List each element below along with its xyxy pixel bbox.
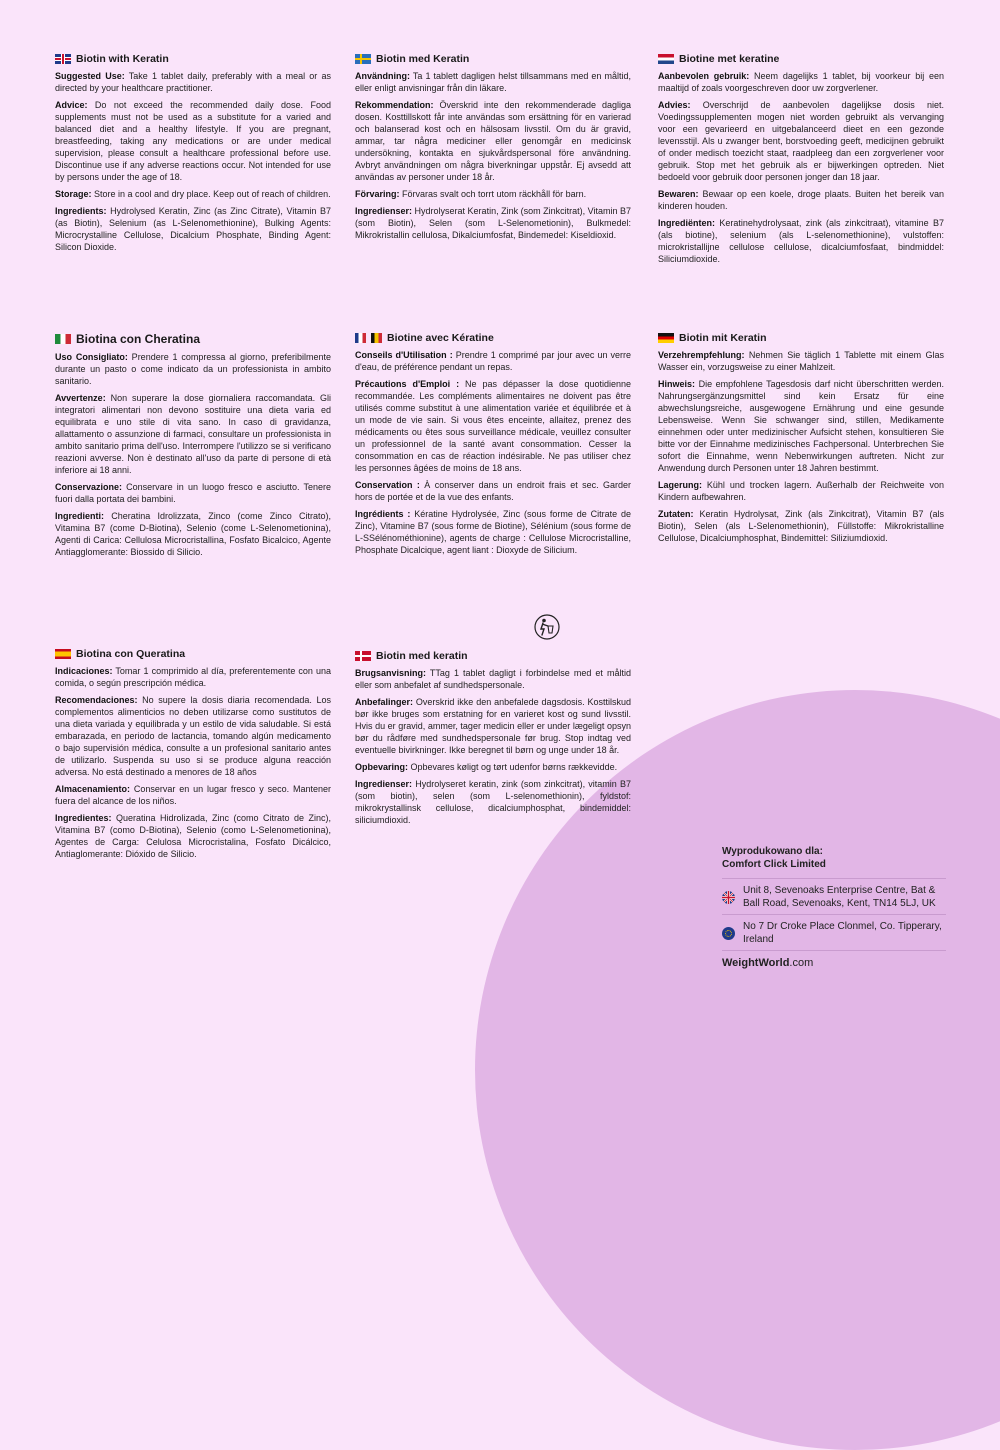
suggested-use: Verzehrempfehlung: Nehmen Sie täglich 1 Tablette mit einem Glas Wasser ein, vorzugsweise zu einer Mahlzeit. xyxy=(658,350,944,372)
section-title: Biotin med keratin xyxy=(355,650,631,662)
company-name: Comfort Click Limited xyxy=(722,859,826,870)
section-title: Biotin with Keratin xyxy=(55,53,331,65)
advice: Rekommendation: Överskrid inte den rekommenderade dagliga dosen. Kosttillskott får inte användas som ersättning för en varierad och balanserad kost och en hälsosam livsstil. Om du är gravid, ammar, tar några mediciner eller genomgår en medicinsk undersökning, kontakta en sjukvårdspersonal före användning. Avbryt användningen om några biverkningar uppstår. Ej avsedd att användas av personer under 18 år. xyxy=(355,99,631,182)
belgium-flag-icon xyxy=(371,333,382,343)
spain-flag-icon xyxy=(55,649,71,659)
eu-flag-icon xyxy=(722,927,735,940)
section-title: Biotine met keratine xyxy=(658,53,944,65)
italy-flag-icon xyxy=(55,334,71,344)
section-title: Biotin mit Keratin xyxy=(658,332,944,344)
ingredients: Ingredienser: Hydrolyserat Keratin, Zink (som Zinkcitrat), Vitamin B7 (som Biotin), Selen (som L-Selenometionin), Bulkmedel: Mikrokristallin cellulosa, Dikalciumfosfat, Bindemedel: Kiseldioxid. xyxy=(355,205,631,240)
section-de xyxy=(658,332,944,545)
section-it xyxy=(55,332,331,559)
advice: Anbefalinger: Overskrid ikke den anbefalede dagsdosis. Kosttilskud bør ikke bruges som erstatning for en varieret kost og sund livsstil. Hvis du er gravid, ammer, tager medicin eller er under lægeligt opsyn bør du rådføre med sundhedspersonale før brug. Stop indtag ved eventuelle bivirkninger. Ikke beregnet til børn og unge under 18 år. xyxy=(355,696,631,755)
france-flag-icon xyxy=(355,333,366,343)
storage: Conservation : À conserver dans un endroit frais et sec. Garder hors de portée et de la vue des enfants. xyxy=(355,479,632,502)
ingredients: Ingredients: Hydrolysed Keratin, Zinc (as Zinc Citrate), Vitamin B7 (as Biotin), Selenium (as L-Selenomethionine), Bulking Agents: Microcrystalline Cellulose, Dicalcium Phosphate, Binding Agent: Silicon Dioxide. xyxy=(55,205,331,252)
section-fr xyxy=(355,332,631,557)
section-title: Biotina con Cheratina xyxy=(55,332,331,346)
section-title: Biotine avec Kératine xyxy=(355,332,631,344)
section-title: Biotina con Queratina xyxy=(55,648,331,660)
suggested-use: Suggested Use: Take 1 tablet daily, preferably with a meal or as directed by your healthcare practitioner. xyxy=(55,71,331,93)
address-ireland: No 7 Dr Croke Place Clonmel, Co. Tipperary, Ireland xyxy=(722,914,946,950)
storage: Storage: Store in a cool and dry place. Keep out of reach of children. xyxy=(55,188,331,199)
website: WeightWorld.com xyxy=(722,950,946,969)
ingredients: Ingrediënten: Keratinehydrolysaat, zink (als zinkcitraat), vitamine B7 (als biotine), selenium (als L-selenomethionine), vulstoffen: microkristallijne cellulose cellulose, dicalciumfosfaat, bindmiddel: Siliciumdioxide. xyxy=(658,217,944,264)
storage: Lagerung: Kühl und trocken lagern. Außerhalb der Reichweite von Kindern aufbewahren. xyxy=(658,479,944,502)
section-dk xyxy=(355,650,631,827)
storage: Bewaren: Bewaar op een koele, droge plaats. Buiten het bereik van kinderen houden. xyxy=(658,188,944,211)
ingredients: Ingredientes: Queratina Hidrolizada, Zinc (como Citrato de Zinc), Vitamina B7 (como D-Biotina), Selenio (como L-Selenometionina), Agentes de Carga: Celulosa Microcristalina, Fosfato Dicálcico, Antiaglomerante: Dióxido de Silicio. xyxy=(55,812,331,859)
suggested-use: Conseils d'Utilisation : Prendre 1 comprimé par jour avec un verre d'eau, de préférence pendant un repas. xyxy=(355,350,631,372)
ingredients: Zutaten: Keratin Hydrolysat, Zink (als Zinkcitrat), Vitamin B7 (als Biotin), Selen (als L-Selenomethionin), Füllstoffe: Mikrokristalline Cellulose, Dicalciumphosphat, Bindemittel: Siliziumdioxid. xyxy=(658,508,944,543)
netherlands-flag-icon xyxy=(658,54,674,64)
storage: Opbevaring: Opbevares køligt og tørt udenfor børns rækkevidde. xyxy=(355,761,618,772)
section-sv xyxy=(355,53,631,242)
suggested-use: Indicaciones: Tomar 1 comprimido al día, preferentemente con una comida, o según prescripción médica. xyxy=(55,666,331,688)
section-title: Biotin med Keratin xyxy=(355,53,631,65)
advice: Précautions d'Emploi : Ne pas dépasser la dose quotidienne recommandée. Les compléments alimentaires ne doivent pas être utilisés comme substitut à une alimentation variée et équilibrée et à un mode de vie sain. Si vous êtes enceinte, allaitez, prenez des médicaments ou êtes sous surveillance médicale, veuillez consulter un professionnel de la santé avant consommation. Cesser la consommation en cas de réaction indésirable. Ne pas utiliser chez les personnes âgées de moins de 18 ans. xyxy=(355,378,632,473)
suggested-use: Användning: Ta 1 tablett dagligen helst tillsammans med en måltid, eller enligt anvisningar från din läkare. xyxy=(355,71,631,93)
manufacturer-info xyxy=(722,846,946,969)
section-es xyxy=(55,648,331,861)
suggested-use: Brugsanvisning: TTag 1 tablet dagligt i forbindelse med et måltid eller som anbefalet af sundhedspersonale. xyxy=(355,668,631,690)
advice: Hinweis: Die empfohlene Tagesdosis darf nicht überschritten werden. Nahrungsergänzungsmittel sind kein Ersatz für eine abwechslungsreiche, ausgewogene Ernährung und eine gesunde Lebensweise. Wenn Sie schwanger sind, stillen, Medikamente einnehmen oder unter medizinischer Aufsicht stehen, konsultieren Sie bitte vor der Einnahme medizinisches Fachpersonal. Unterbrechen Sie sofort die Einnahme, wenn Nebenwirkungen auftreten. Nicht zur Anwendung durch Personen unter 18 Jahren bestimmt. xyxy=(658,378,944,473)
suggested-use: Uso Consigliato: Prendere 1 compressa al giorno, preferibilmente durante un pasto o come indicato da un professionista in ambito sanitario. xyxy=(55,352,331,386)
manufactured-for-label: Wyprodukowano dla: xyxy=(722,846,823,857)
uk-flag-icon xyxy=(722,891,735,904)
section-en xyxy=(55,53,331,254)
storage: Almacenamiento: Conservar en un lugar fresco y seco. Mantener fuera del alcance de los niños. xyxy=(55,783,331,806)
sweden-flag-icon xyxy=(355,54,371,64)
section-nl xyxy=(658,53,944,266)
advice: Advice: Do not exceed the recommended daily dose. Food supplements must not be used as a substitute for a varied and balanced diet and a healthy lifestyle. If you are pregnant, breastfeeding, taking any medications or are under medical supervision, please consult a healthcare professional before use. Discontinue use if any adverse reactions occur. Not intended for use by persons under the age of 18. xyxy=(55,99,331,182)
ingredients: Ingredienti: Cheratina Idrolizzata, Zinco (come Zinco Citrato), Vitamina B7 (come D-Biotina), Selenio (come L-Selenometionina), Agenti di Carica: Cellulosa Microcristallina, Fosfato Bicalcico, Agente Antiagglomerante: Biossido di Silicio. xyxy=(55,510,331,557)
storage: Conservazione: Conservare in un luogo fresco e asciutto. Tenere fuori dalla portata dei bambini. xyxy=(55,481,331,504)
suggested-use: Aanbevolen gebruik: Neem dagelijks 1 tablet, bij voorkeur bij een maaltijd of zoals voorgeschreven door uw zorgverlener. xyxy=(658,71,944,93)
advice: Advies: Overschrijd de aanbevolen dagelijkse dosis niet. Voedingssupplementen mogen niet worden gebruikt als vervanging voor een gevarieerd en uitgebalanceerd dieet en een gezonde levensstijl. Als u zwanger bent, borstvoeding geeft, medicijnen gebruikt of onder medisch toezicht staat, raadpleeg dan een zorgverlener voor gebruik. Stop met het gebruik als er bijwerkingen optreden. Niet bedoeld voor gebruik door personen jonger dan 18 jaar. xyxy=(658,99,944,182)
ingredients: Ingrédients : Kératine Hydrolysée, Zinc (sous forme de Citrate de Zinc), Vitamine B7 (sous forme de Biotine), Sélénium (sous forme de L-SSélénométhionine), agents de charge : Cellulose Microcristalline, Phosphate Dicalcique, agent liant : Dioxyde de Silicium. xyxy=(355,508,631,555)
tidyman-recycle-icon xyxy=(534,614,560,640)
ingredients: Ingredienser: Hydrolyseret keratin, zink (som zinkcitrat), vitamin B7 (som biotin), selen (som L-selenomethionin), fyldstof: mikrokrystallinsk cellulose, dicalciumphosphat, bindemiddel: siliciumdioxid. xyxy=(355,778,631,825)
address-uk: Unit 8, Sevenoaks Enterprise Centre, Bat & Ball Road, Sevenoaks, Kent, TN14 5LJ, UK xyxy=(722,878,946,914)
advice: Avvertenze: Non superare la dose giornaliera raccomandata. Gli integratori alimentari non devono sostituire una dieta varia ed equilibrata e uno stile di vita sano. In caso di gravidanza, allattamento o assunzione di farmaci, consultare un professionista in ambito sanitario prima dell'uso. Interrompere l'utilizzo se si verificano reazioni avverse. Non è destinato all'uso da parte di persone di età inferiore ai 18 anni. xyxy=(55,392,331,475)
storage: Förvaring: Förvaras svalt och torrt utom räckhåll för barn. xyxy=(355,188,587,199)
germany-flag-icon xyxy=(658,333,674,343)
uk-flag-icon xyxy=(55,54,71,64)
advice: Recomendaciones: No supere la dosis diaria recomendada. Los complementos alimenticios no deben utilizarse como sustitutos de una dieta variada y equilibrada y un estilo de vida saludable. Si está embarazada, en periodo de lactancia, tomando algún medicamento o bajo supervisión médica, consulte a un profesional sanitario antes de utilizarlo. Suspenda su uso si se produce alguna reacción adversa. No está destinado a menores de 18 años xyxy=(55,694,331,777)
denmark-flag-icon xyxy=(355,651,371,661)
